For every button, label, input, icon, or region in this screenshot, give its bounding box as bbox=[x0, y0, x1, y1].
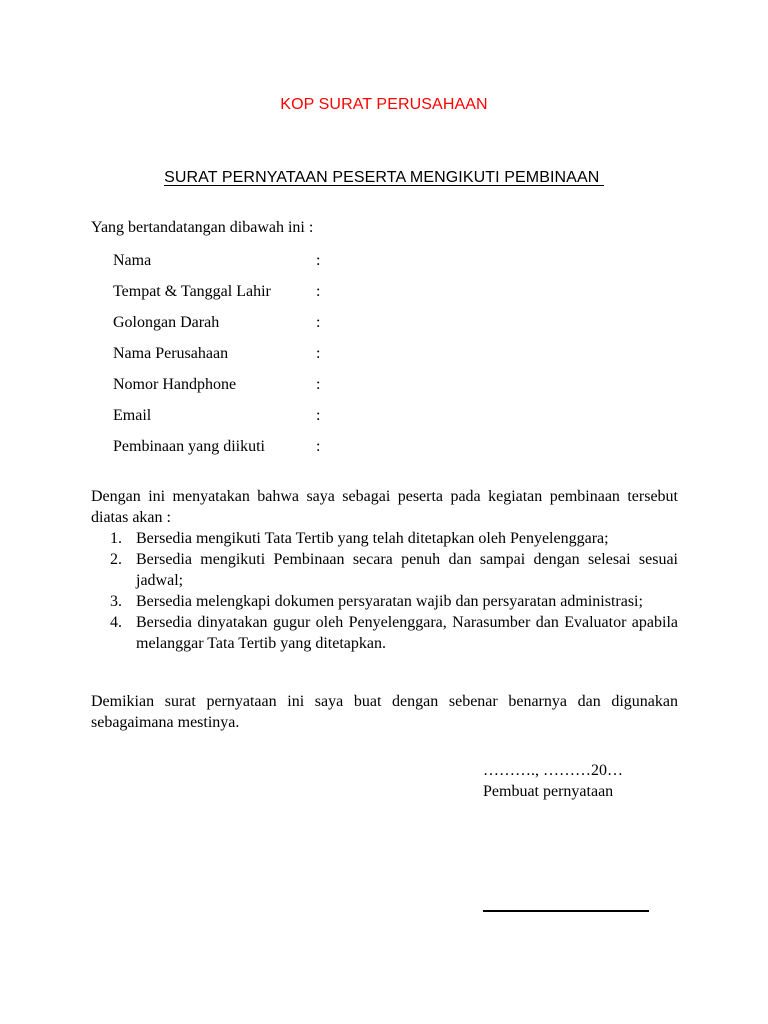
statement-intro: Dengan ini menyatakan bahwa saya sebagai peserta pada kegiatan pembinaan tersebut diatas akan : bbox=[91, 488, 678, 526]
field-separator: : bbox=[316, 376, 321, 393]
field-row-email bbox=[113, 405, 513, 436]
closing-section bbox=[91, 691, 678, 733]
signature-line bbox=[483, 910, 649, 912]
commitment-text: Bersedia mengikuti Tata Tertib yang telah ditetapkan oleh Penyelenggara; bbox=[136, 530, 609, 547]
commitment-number: 4. bbox=[110, 614, 122, 631]
commitment-item bbox=[91, 612, 678, 654]
commitment-list bbox=[91, 528, 678, 654]
field-row-golongan-darah bbox=[113, 312, 513, 343]
commitment-item bbox=[91, 591, 678, 612]
field-label: Nomor Handphone bbox=[113, 376, 237, 393]
field-row-pembinaan bbox=[113, 436, 513, 467]
field-row-tempat-tanggal-lahir bbox=[113, 281, 513, 312]
commitment-number: 3. bbox=[110, 593, 122, 610]
field-row-nama-perusahaan bbox=[113, 343, 513, 374]
commitment-item bbox=[91, 528, 678, 549]
closing-text: Demikian surat pernyataan ini saya buat dengan sebenar benarnya dan digunakan sebagaimana mestinya. bbox=[91, 693, 678, 731]
field-label: Nama Perusahaan bbox=[113, 345, 229, 362]
field-row-nomor-handphone bbox=[113, 374, 513, 405]
field-separator: : bbox=[316, 314, 321, 331]
commitment-text: Bersedia mengikuti Pembinaan secara penuh dan sampai dengan selesai sesuai jadwal; bbox=[136, 551, 678, 589]
field-separator: : bbox=[316, 407, 321, 424]
field-label: Pembinaan yang diikuti bbox=[113, 438, 265, 455]
field-separator: : bbox=[316, 283, 321, 300]
field-row-nama bbox=[113, 250, 513, 281]
commitment-text: Bersedia dinyatakan gugur oleh Penyelenggara, Narasumber dan Evaluator apabila melanggar Tata Tertib yang ditetapkan. bbox=[136, 614, 678, 652]
commitment-number: 2. bbox=[110, 551, 122, 568]
letterhead-placeholder: KOP SURAT PERUSAHAAN bbox=[280, 96, 488, 113]
field-label: Golongan Darah bbox=[113, 314, 220, 331]
field-separator: : bbox=[316, 252, 321, 269]
document-title-container bbox=[0, 169, 768, 187]
document-title: SURAT PERNYATAAN PESERTA MENGIKUTI PEMBINAAN bbox=[164, 169, 604, 186]
field-label: Nama bbox=[113, 252, 152, 269]
intro-text: Yang bertandatangan dibawah ini : bbox=[91, 219, 314, 236]
commitment-item bbox=[91, 549, 678, 591]
field-label: Tempat & Tanggal Lahir bbox=[113, 283, 271, 300]
commitment-number: 1. bbox=[110, 530, 122, 547]
signature-role: Pembuat pernyataan bbox=[483, 783, 614, 800]
field-separator: : bbox=[316, 438, 321, 455]
statement-section bbox=[91, 486, 678, 654]
field-separator: : bbox=[316, 345, 321, 362]
signature-place-date: ………., ………20… bbox=[483, 762, 623, 779]
identity-fields bbox=[113, 250, 513, 467]
field-label: Email bbox=[113, 407, 152, 424]
commitment-text: Bersedia melengkapi dokumen persyaratan wajib dan persyaratan administrasi; bbox=[136, 593, 643, 610]
